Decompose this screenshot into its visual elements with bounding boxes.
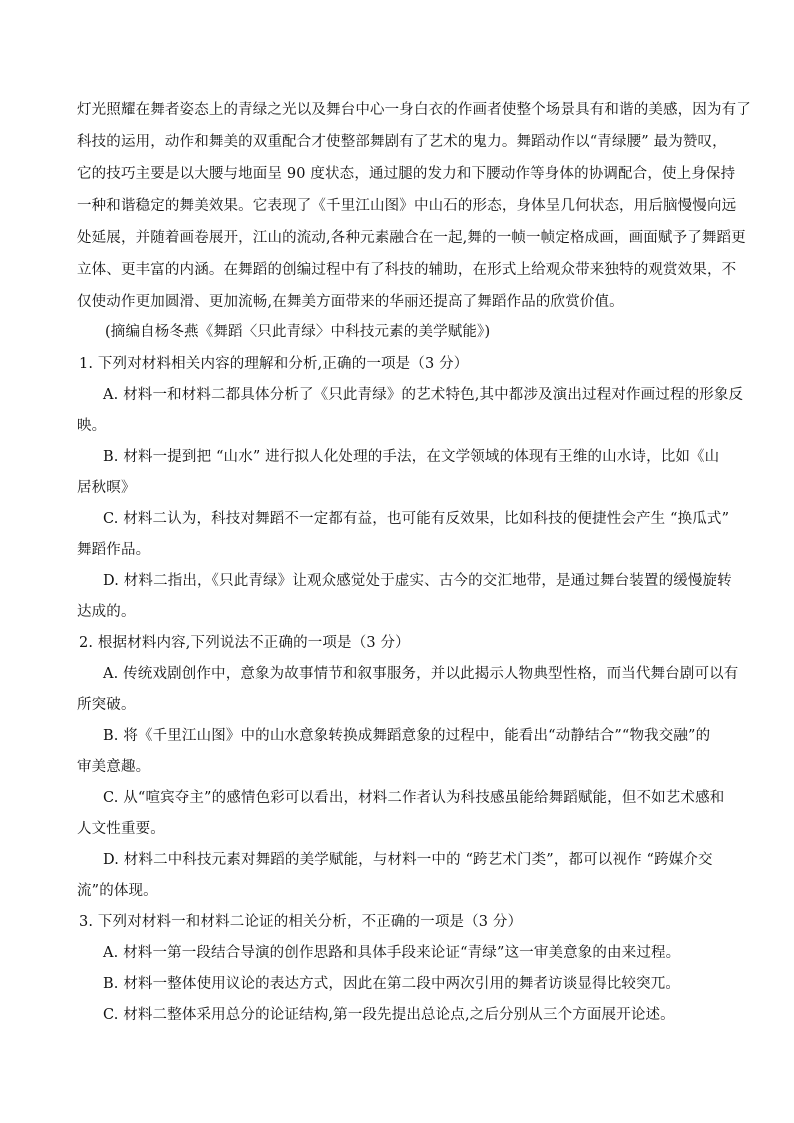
q1-option-c: C. 材料二认为，科技对舞蹈不一定都有益，也可能有反效果，比如科技的便捷性会产生 “换瓜式” xyxy=(103,511,730,527)
passage-line: 它的技巧主要是以大腰与地面呈 90 度状态，通过腿的发力和下腰动作等身体的协调配合，使上身保持 xyxy=(77,166,736,182)
question-3-stem: 3. 下列对材料一和材料二论证的相关分析，不正确的一项是（3 分） xyxy=(79,914,523,930)
q2-option-d-cont: 流”的体现。 xyxy=(77,883,158,899)
q1-option-a: A. 材料一和材料二都具体分析了《只此青绿》的艺术特色,其中都涉及演出过程对作画过程的形象反 xyxy=(103,387,744,403)
passage-line: 灯光照耀在舞者姿态上的青绿之光以及舞台中心一身白衣的作画者使整个场景具有和谐的美感，因为有了 xyxy=(77,102,751,118)
q1-option-c-cont: 舞蹈作品。 xyxy=(77,542,151,558)
passage-line: 仅使动作更加圆滑、更加流畅,在舞美方面带来的华丽还提高了舞蹈作品的欣赏价值。 xyxy=(77,294,624,310)
q2-option-a: A. 传统戏剧创作中，意象为故事情节和叙事服务，并以此揭示人物典型性格，而当代舞台剧可以有 xyxy=(103,666,739,682)
q2-option-b-cont: 审美意趣。 xyxy=(77,759,151,775)
q1-option-d: D. 材料二指出，《只此青绿》让观众感觉处于虚实、古今的交汇地带，是通过舞台装置的缓慢旋转 xyxy=(103,573,732,589)
passage-source: (摘编自杨冬燕《舞蹈〈只此青绿〉中科技元素的美学赋能》) xyxy=(105,324,491,340)
passage-line: 处延展，并随着画卷展开，江山的流动,各种元素融合在一起,舞的一帧一帧定格成画，画面赋予了舞蹈更 xyxy=(77,230,746,246)
question-1-stem: 1. 下列对材料相关内容的理解和分析,正确的一项是（3 分） xyxy=(79,356,469,372)
q2-option-b: B. 将《千里江山图》中的山水意象转换成舞蹈意象的过程中，能看出“动静结合”“物我交融”的 xyxy=(103,728,711,744)
question-2-stem: 2. 根据材料内容,下列说法不正确的一项是（3 分） xyxy=(79,635,410,651)
q3-option-a: A. 材料一第一段结合导演的创作思路和具体手段来论证“青绿”这一审美意象的由来过程。 xyxy=(103,945,681,961)
q1-option-b: B. 材料一提到把 “山水” 进行拟人化处理的手法，在文学领域的体现有王维的山水诗，比如《山 xyxy=(103,449,720,465)
q2-option-c: C. 从“喧宾夺主”的感情色彩可以看出，材料二作者认为科技感虽能给舞蹈赋能，但不如艺术感和 xyxy=(103,790,725,806)
passage-line: 立体、更丰富的内涵。在舞蹈的创编过程中有了科技的辅助，在形式上给观众带来独特的观赏效果，不 xyxy=(77,262,737,278)
q1-option-a-cont: 映。 xyxy=(77,418,107,434)
q1-option-d-cont: 达成的。 xyxy=(77,604,136,620)
q2-option-a-cont: 所突破。 xyxy=(77,697,136,713)
passage-line: 一种和谐稳定的舞美效果。它表现了《千里江山图》中山石的形态，身体呈几何状态，用后脑慢慢向远 xyxy=(77,198,737,214)
passage-line: 科技的运用，动作和舞美的双重配合才使整部舞剧有了艺术的鬼力。舞蹈动作以“青绿腰” 最为赞叹， xyxy=(77,134,727,150)
q3-option-c: C. 材料二整体采用总分的论证结构,第一段先提出总论点,之后分别从三个方面展开论述。 xyxy=(103,1007,675,1023)
q2-option-d: D. 材料二中科技元素对舞蹈的美学赋能，与材料一中的 “跨艺术门类”，都可以视作 “跨媒介交 xyxy=(103,852,713,868)
q1-option-b-cont: 居秋暝》 xyxy=(77,480,136,496)
q2-option-c-cont: 人文性重要。 xyxy=(77,821,165,837)
q3-option-b: B. 材料一整体使用议论的表达方式，因此在第二段中两次引用的舞者访谈显得比较突兀。 xyxy=(103,976,681,992)
